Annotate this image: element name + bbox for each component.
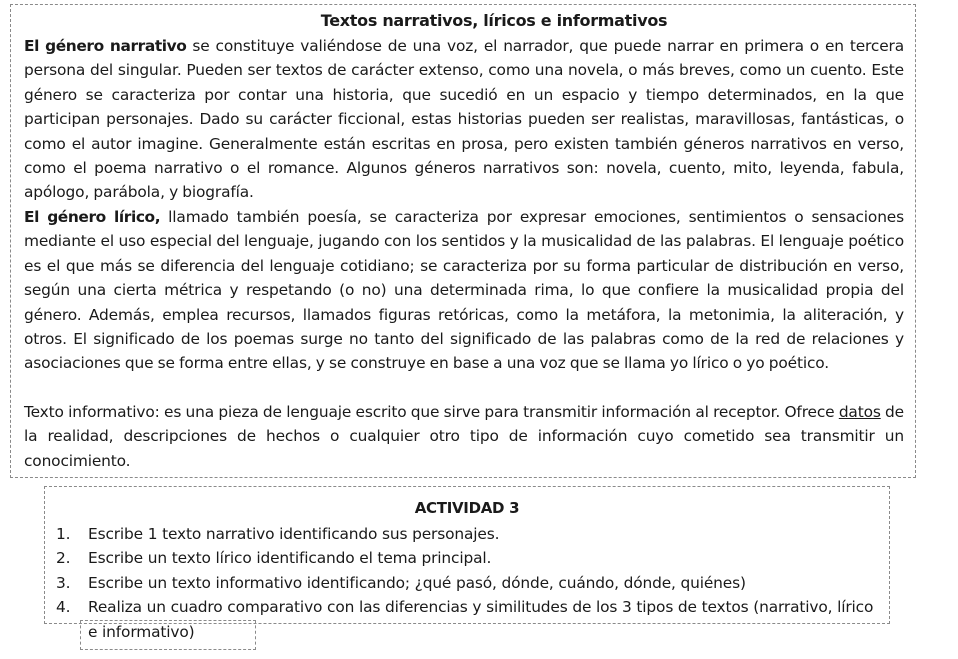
activity-item-number: 2. xyxy=(56,549,71,568)
narrative-paragraph xyxy=(24,34,904,205)
activity-item xyxy=(56,522,886,546)
lyric-paragraph xyxy=(24,205,904,376)
activity-item-text: Realiza un cuadro comparativo con las diferencias y similitudes de los 3 tipos de textos (narrativo, lírico e informativo) xyxy=(88,598,874,641)
activity-item-text: Escribe 1 texto narrativo identificando sus personajes. xyxy=(88,525,500,543)
informative-paragraph xyxy=(24,400,904,473)
informative-part2: de la realidad, descripciones de hechos o cualquier otro tipo de información cuyo cometido sea transmitir un conocimiento. xyxy=(24,403,904,470)
lyric-body: llamado también poesía, se caracteriza por expresar emociones, sentimientos o sensaciones mediante el uso especial del lenguaje, jugando con los sentidos y la musicalidad de las palabras. El lenguaje poético es el que más se diferencia del lenguaje cotidiano; se caracteriza por su forma particular de distribución en verso, según una cierta métrica y respetando (o no) una determinada rima, lo que confiere la musicalidad propia del género. Además, emplea recursos, llamados figuras retóricas, como la metáfora, la metonimia, la aliteración, y otros. El significado de los poemas surge no tanto del significado de las palabras como de la red de relaciones y asociaciones que se forma entre ellas, y se construye en base a una voz que se llama yo lírico o yo poético. xyxy=(24,208,904,373)
activity-list xyxy=(56,522,886,644)
lyric-lead: El género lírico, xyxy=(24,208,161,226)
narrative-body: se constituye valiéndose de una voz, el narrador, que puede narrar en primera o en tercera persona del singular. Pueden ser textos de carácter extenso, como una novela, o más breves, como un cuento. Este género se caracteriza por contar una historia, que sucedió en un espacio y tiempo determinados, en la que participan personajes. Dado su carácter ficcional, estas historias pueden ser realistas, maravillosas, fantásticas, o como el autor imagine. Generalmente están escritas en prosa, pero existen también géneros narrativos en verso, como el poema narrativo o el romance. Algunos géneros narrativos son: novela, cuento, mito, leyenda, fabula, apólogo, parábola, y biografía. xyxy=(24,37,904,202)
activity-item-number: 1. xyxy=(56,525,71,543)
document-title: Textos narrativos, líricos e informativos xyxy=(320,11,668,30)
activity-item-number: 3. xyxy=(56,573,71,592)
activity-item xyxy=(56,595,886,644)
activity-item-text: Escribe un texto lírico identificando el tema principal. xyxy=(88,549,492,568)
activity-item-number: 4. xyxy=(56,598,71,617)
activity-item-text: Escribe un texto informativo identificando; ¿qué pasó, dónde, cuándo, dónde, quiénes) xyxy=(88,573,746,592)
activity-title: ACTIVIDAD 3 xyxy=(414,499,520,517)
activity-item xyxy=(56,571,886,595)
activity-item xyxy=(56,546,886,570)
informative-underlined: datos xyxy=(838,403,881,421)
informative-part1: Texto informativo: es una pieza de lenguaje escrito que sirve para transmitir información al receptor. Ofrece xyxy=(24,403,839,421)
narrative-lead: El género narrativo xyxy=(24,37,187,55)
